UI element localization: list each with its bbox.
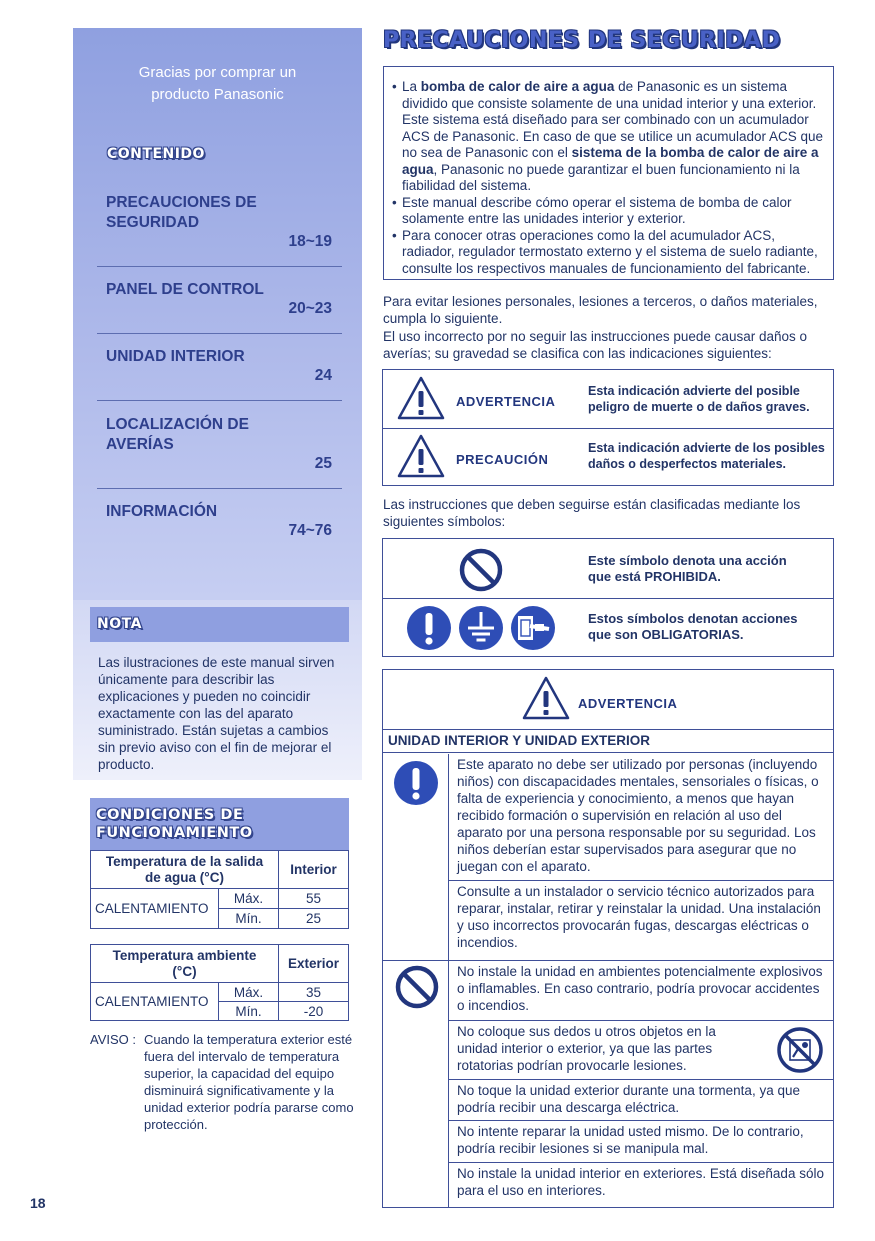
warning-table xyxy=(382,669,834,1208)
warning-item: No instale la unidad en ambientes potencialmente explosivos o inflamables. En caso contrario, podría provocar accidentes o incendios. xyxy=(449,961,833,1021)
max-label: Máx. xyxy=(219,983,279,1002)
warning-item: No toque la unidad exterior durante una tormenta, ya que podría recibir una descarga eléctrica. xyxy=(449,1080,833,1121)
intro-bullet-1 xyxy=(392,79,825,195)
conditions-title-line: FUNCIONAMIENTO xyxy=(96,825,253,841)
disconnect-power-icon xyxy=(509,605,557,651)
warning-table-subtitle: UNIDAD INTERIOR Y UNIDAD EXTERIOR xyxy=(383,730,833,753)
text-bold: sistema de la bomba de calor de aire a agua xyxy=(402,145,819,177)
warning-triangle-icon xyxy=(397,375,445,421)
water-table-mode: CALENTAMIENTO xyxy=(91,889,219,929)
warning-item xyxy=(449,1021,833,1080)
desc-line: peligro de muerte o de daños graves. xyxy=(588,400,810,414)
warning-item: Consulte a un instalador o servicio técnico autorizados para reparar, instalar, retirar y reinstalar la unidad. Una instalación y uso incorrectos provocarán fugas, descargas eléctricas o incendios. xyxy=(449,881,833,961)
water-table-header xyxy=(91,851,279,889)
warning-label: ADVERTENCIA xyxy=(456,394,556,409)
text-bold: bomba de calor de aire a agua xyxy=(420,79,615,94)
header-line: (°C) xyxy=(172,963,197,979)
toc-label: LOCALIZACIÓN DE xyxy=(106,416,249,433)
toc-label: AVERÍAS xyxy=(106,436,174,453)
toc-item-informacion[interactable] xyxy=(97,502,342,556)
warning-table-header xyxy=(383,670,833,730)
text-run: La xyxy=(402,79,421,94)
symbol-row-mandatory xyxy=(383,599,833,656)
intro-bullet-3: • Para conocer otras operaciones como la del acumulador ACS, radiador, regulador termostato externo y el sistema de suelo radiante, consulte los respectivos manuales de funcionamiento del fabricante. xyxy=(392,228,825,278)
ambient-table-header xyxy=(91,945,279,983)
severity-table xyxy=(382,369,834,486)
desc-line: que son OBLIGATORIAS. xyxy=(588,627,744,642)
caution-description xyxy=(588,440,825,472)
desc-line: Este símbolo denota una acción xyxy=(588,553,787,568)
min-value: 25 xyxy=(279,909,349,929)
symbol-row-prohibited xyxy=(383,539,833,599)
desc-line: Esta indicación advierte del posible xyxy=(588,384,800,398)
prohibited-description xyxy=(588,553,787,585)
paragraph-symbols: Las instrucciones que deben seguirse están clasificadas mediante los siguientes símbolos: xyxy=(383,497,801,529)
desc-line: Esta indicación advierte de los posibles xyxy=(588,441,825,455)
warning-item-text: No coloque sus dedos u otros objetos en la unidad interior o exterior, ya que las partes rotatorias podrían provocarle lesiones. xyxy=(457,1024,716,1073)
toc-item-precauciones[interactable] xyxy=(97,193,342,267)
toc-item-panel-control[interactable] xyxy=(97,280,342,334)
caution-triangle-icon xyxy=(397,433,445,479)
no-fingers-icon xyxy=(777,1027,823,1073)
warning-item: Este aparato no debe ser utilizado por personas (incluyendo niños) con discapacidades mentales, sensoriales o físicas, o falta de experiencia y conocimiento, a menos que hayan recibido formación o supervisión en relación al uso del aparato por una persona responsable por su seguridad. Los niños deberían estar supervisados para asegurar que no juegan con el aparato. xyxy=(449,754,833,881)
mandatory-action-icon xyxy=(393,760,439,806)
header-line: de agua (°C) xyxy=(145,869,224,885)
desc-line: Estos símbolos denotan acciones xyxy=(588,611,798,626)
warning-item: No instale la unidad interior en exteriores. Está diseñada sólo para el uso en interiores. xyxy=(457,1166,824,1198)
max-value: 55 xyxy=(279,889,349,909)
thanks-message xyxy=(73,62,362,106)
warning-table-title: ADVERTENCIA xyxy=(578,696,678,711)
warning-triangle-icon xyxy=(522,675,570,721)
conditions-header xyxy=(90,798,349,850)
icon-cell-mandatory xyxy=(383,754,449,961)
nota-header xyxy=(90,607,349,642)
desc-line: que está PROHIBIDA. xyxy=(588,569,721,584)
nota-text: Las ilustraciones de este manual sirven únicamente para describir las explicaciones y pueden no coincidir exactamente con las del aparato suministrado. Están sujetas a cambios sin previo aviso con el fin de mejorar el producto. xyxy=(98,655,335,772)
water-table-location: Interior xyxy=(279,851,349,889)
toc-item-unidad-interior[interactable] xyxy=(97,347,342,401)
max-value: 35 xyxy=(279,983,349,1002)
ambient-table-mode: CALENTAMIENTO xyxy=(91,983,219,1021)
conditions-title-line: CONDICIONES DE xyxy=(96,807,244,823)
ambient-table-location: Exterior xyxy=(279,945,349,983)
page-number: 18 xyxy=(30,1195,46,1211)
aviso-label: AVISO : xyxy=(90,1032,136,1047)
thanks-line-2: producto Panasonic xyxy=(151,86,284,103)
thanks-line-1: Gracias por comprar un xyxy=(138,64,297,81)
max-label: Máx. xyxy=(219,889,279,909)
nota-title: NOTA xyxy=(97,616,142,632)
paragraph-severity: El uso incorrecto por no seguir las instrucciones puede causar daños o averías; su gravedad se clasifica con las indicaciones siguientes: xyxy=(383,329,807,361)
conditions-title xyxy=(96,806,253,842)
page-title: PRECAUCIONES DE SEGURIDAD xyxy=(383,28,781,53)
sidebar-panel xyxy=(73,28,362,600)
text-run: , Panasonic no puede garantizar el buen funcionamiento ni la fiabilidad del sistema. xyxy=(402,161,800,193)
aviso-text: Cuando la temperatura exterior esté fuera del intervalo de temperatura superior, la capacidad del equipo disminuirá significativamente y la unidad exterior podría pararse como protección. xyxy=(144,1032,354,1132)
mandatory-action-icon xyxy=(405,605,453,651)
warning-item: No intente reparar la unidad usted mismo. De lo contrario, podría recibir lesiones si se manipula mal. xyxy=(449,1121,833,1163)
paragraph-avoid-injury: Para evitar lesiones personales, lesiones a terceros, o daños materiales, cumpla lo siguiente. xyxy=(383,294,818,326)
intro-box xyxy=(383,66,834,280)
toc-pages: 20~23 xyxy=(288,300,332,317)
caution-label: PRECAUCIÓN xyxy=(456,452,549,467)
toc-label: PANEL DE CONTROL xyxy=(106,281,264,298)
toc-pages: 18~19 xyxy=(288,233,332,250)
mandatory-description xyxy=(588,611,798,643)
warning-description xyxy=(588,383,810,415)
toc-item-averias[interactable] xyxy=(97,415,342,489)
contents-title: CONTENIDO xyxy=(107,146,205,162)
toc-label: INFORMACIÓN xyxy=(106,503,218,520)
toc-pages: 24 xyxy=(314,367,332,384)
severity-row-caution xyxy=(383,429,833,485)
toc-pages: 25 xyxy=(314,455,332,472)
prohibited-icon xyxy=(457,548,505,592)
toc-label: UNIDAD INTERIOR xyxy=(106,348,245,365)
min-value: -20 xyxy=(279,1002,349,1021)
toc-label: PRECAUCIONES DE xyxy=(106,194,257,211)
header-line: Temperatura de la salida xyxy=(105,853,264,869)
icon-cell-prohibited xyxy=(383,961,449,1207)
severity-row-warning xyxy=(383,370,833,429)
ambient-temperature-table xyxy=(90,944,349,1021)
intro-bullet-2: • Este manual describe cómo operar el sistema de bomba de calor solamente entre las unidades interior y exterior. xyxy=(392,195,825,228)
header-line: Temperatura ambiente xyxy=(112,947,257,963)
text-run: de Panasonic es un sistema dividido que consiste solamente de una unidad interior y una exterior. Este sistema está diseñado para ser combinado con un acumulador ACS de Panasonic. En caso de que se utilice un acumulador ACS que no sea de Panasonic con el xyxy=(402,79,824,160)
min-label: Mín. xyxy=(219,1002,279,1021)
min-label: Mín. xyxy=(219,909,279,929)
desc-line: daños o desperfectos materiales. xyxy=(588,457,786,471)
symbols-table xyxy=(382,538,834,657)
ground-connection-icon xyxy=(457,605,505,651)
toc-label: SEGURIDAD xyxy=(106,214,200,231)
toc-pages: 74~76 xyxy=(288,522,332,539)
prohibited-icon xyxy=(393,964,441,1010)
water-temperature-table xyxy=(90,850,349,929)
